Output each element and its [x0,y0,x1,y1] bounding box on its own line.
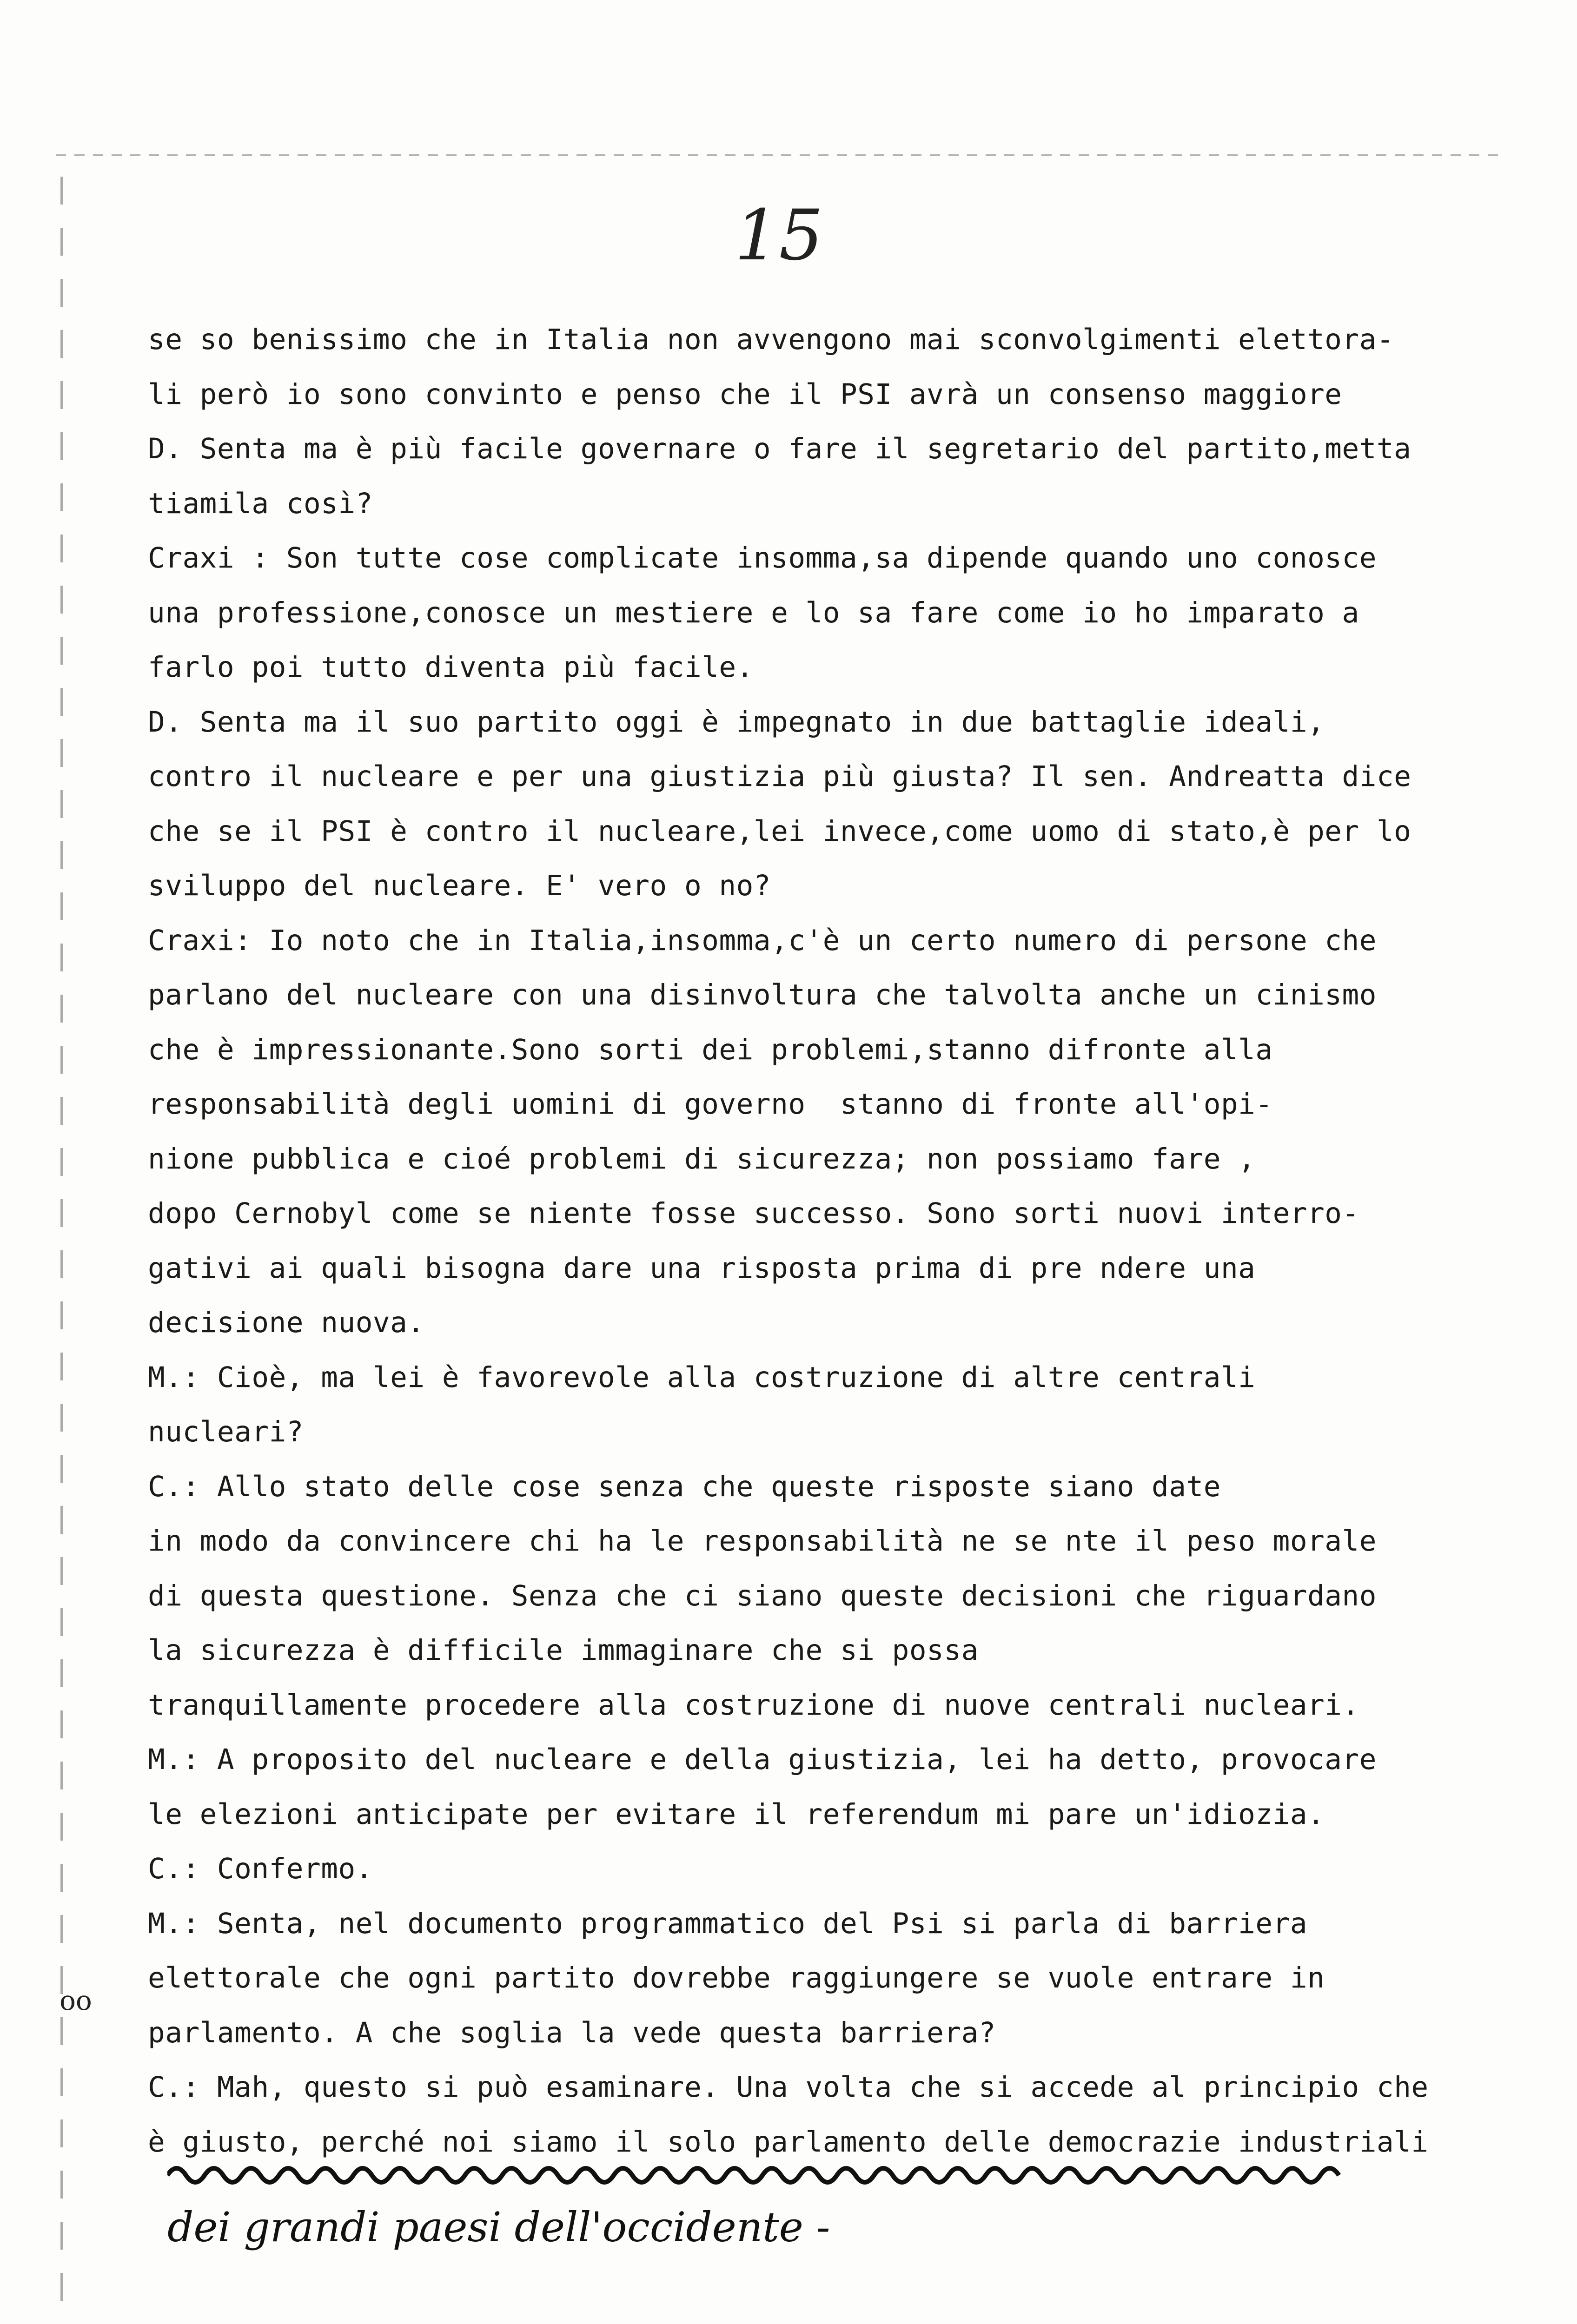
text-line: dopo Cernobyl come se niente fosse successo. Sono sorti nuovi interro- [148,1197,1359,1230]
text-line: M.: A proposito del nucleare e della giustizia, lei ha detto, provocare [148,1743,1377,1776]
text-line: nucleari? [148,1415,304,1448]
text-line: D. Senta ma è più facile governare o fare il segretario del partito,metta [148,432,1411,465]
text-line: è giusto, perché noi siamo il solo parlamento delle democrazie industriali [148,2125,1429,2159]
text-line: C.: Allo stato delle cose senza che queste risposte siano date [148,1470,1221,1503]
text-line: M.: Cioè, ma lei è favorevole alla costruzione di altre centrali [148,1360,1256,1394]
text-line: tiamila così? [148,487,373,520]
text-line: nione pubblica e cioé problemi di sicurezza; non possiamo fare , [148,1142,1256,1175]
text-line: in modo da convincere chi ha le responsabilità ne se nte il peso morale [148,1525,1377,1558]
text-line: C.: Confermo. [148,1852,373,1885]
handwritten-line: dei grandi paesi dell'occidente - [167,2203,830,2251]
text-line: M.: Senta, nel documento programmatico del Psi si parla di barriera [148,1907,1308,1940]
text-line: la sicurezza è difficile immaginare che si possa [148,1634,979,1667]
text-line: che è impressionante.Sono sorti dei problemi,stanno difronte alla [148,1033,1273,1066]
text-line: gativi ai quali bisogna dare una risposta prima di pre ndere una [148,1251,1256,1285]
text-line: parlamento. A che soglia la vede questa barriera? [148,2016,996,2049]
typed-text-body [148,312,1524,2169]
text-line: elettorale che ogni partito dovrebbe raggiungere se vuole entrare in [148,1961,1325,1994]
text-line: Craxi: Io noto che in Italia,insomma,c'è un certo numero di persone che [148,924,1377,957]
text-line: li però io sono convinto e penso che il PSI avrà un consenso maggiore [148,377,1342,411]
text-line: farlo poi tutto diventa più facile. [148,651,754,684]
text-line: D. Senta ma il suo partito oggi è impegnato in due battaglie ideali, [148,705,1325,739]
text-line: Craxi : Son tutte cose complicate insomma,sa dipende quando uno conosce [148,541,1377,574]
text-line: contro il nucleare e per una giustizia più giusta? Il sen. Andreatta dice [148,760,1411,793]
text-line: responsabilità degli uomini di governo stanno di fronte all'opi- [148,1088,1273,1121]
page-number: 15 [735,195,823,276]
text-line: C.: Mah, questo si può esaminare. Una volta che si accede al principio che [148,2071,1429,2104]
text-line: parlano del nucleare con una disinvoltura che talvolta anche un cinismo [148,978,1377,1011]
text-line: le elezioni anticipate per evitare il referendum mi pare un'idiozia. [148,1797,1325,1831]
scan-top-rule [56,154,1502,156]
crossed-out-scribble [167,2157,1358,2194]
text-line: che se il PSI è contro il nucleare,lei invece,come uomo di stato,è per lo [148,814,1411,848]
text-line: se so benissimo che in Italia non avvengono mai sconvolgimenti elettora- [148,323,1394,356]
text-line: una professione,conosce un mestiere e lo sa fare come io ho imparato a [148,596,1359,629]
text-line: decisione nuova. [148,1306,425,1339]
text-line: sviluppo del nucleare. E' vero o no? [148,869,771,902]
text-line: di questa questione. Senza che ci siano queste decisioni che riguardano [148,1579,1377,1612]
margin-note: oo [60,1985,92,2016]
text-line: tranquillamente procedere alla costruzione di nuove centrali nucleari. [148,1688,1359,1722]
